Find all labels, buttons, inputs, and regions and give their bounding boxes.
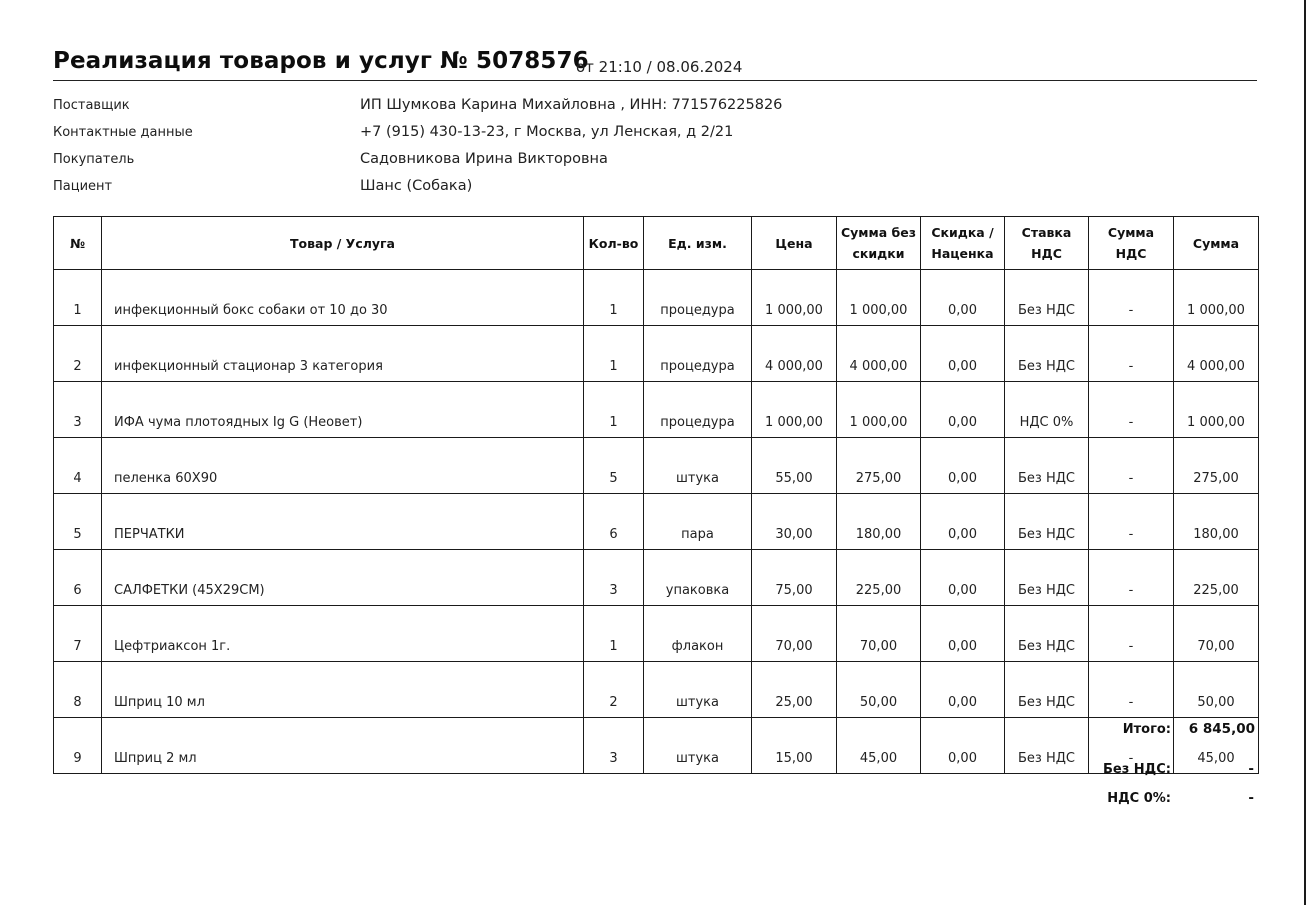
cell-sum-no-discount: 70,00 — [837, 606, 921, 662]
cell-total: 70,00 — [1174, 606, 1259, 662]
col-header-name: Товар / Услуга — [102, 217, 584, 270]
cell-price: 1 000,00 — [752, 270, 837, 326]
cell-unit: флакон — [644, 606, 752, 662]
header-line: Скидка / — [931, 225, 994, 240]
info-block — [53, 96, 1257, 204]
cell-total: 45,00 — [1174, 718, 1259, 774]
info-label: Контактные данные — [53, 125, 193, 140]
no-vat-label: Без НДС: — [1102, 762, 1171, 777]
cell-price: 30,00 — [752, 494, 837, 550]
cell-num: 4 — [54, 438, 102, 494]
cell-sum-no-discount: 1 000,00 — [837, 270, 921, 326]
table-row — [54, 326, 1259, 382]
cell-price: 15,00 — [752, 718, 837, 774]
cell-num: 1 — [54, 270, 102, 326]
cell-vat-sum: - — [1089, 606, 1174, 662]
cell-discount: 0,00 — [921, 494, 1005, 550]
cell-unit: процедура — [644, 382, 752, 438]
cell-unit: штука — [644, 662, 752, 718]
items-table — [53, 216, 1259, 774]
cell-total: 50,00 — [1174, 662, 1259, 718]
table-header-row — [54, 217, 1259, 270]
info-row-supplier — [53, 96, 1257, 123]
cell-num: 8 — [54, 662, 102, 718]
info-label: Покупатель — [53, 152, 135, 167]
col-header-num: № — [54, 217, 102, 270]
cell-discount: 0,00 — [921, 326, 1005, 382]
cell-sum-no-discount: 180,00 — [837, 494, 921, 550]
cell-vat-sum: - — [1089, 550, 1174, 606]
cell-name: САЛФЕТКИ (45X29СМ) — [102, 550, 584, 606]
cell-discount: 0,00 — [921, 718, 1005, 774]
cell-num: 5 — [54, 494, 102, 550]
cell-num: 7 — [54, 606, 102, 662]
header-line: Сумма без — [840, 225, 916, 240]
cell-unit: штука — [644, 718, 752, 774]
cell-qty: 6 — [584, 494, 644, 550]
cell-price: 55,00 — [752, 438, 837, 494]
col-header-vat-rate — [1005, 217, 1089, 270]
cell-qty: 5 — [584, 438, 644, 494]
info-value: Садовникова Ирина Викторовна — [360, 151, 608, 167]
col-header-sum-no-discount — [837, 217, 921, 270]
cell-vat-sum: - — [1089, 326, 1174, 382]
no-vat-value: - — [1248, 761, 1254, 777]
table-row — [54, 270, 1259, 326]
vat0-value: - — [1248, 790, 1254, 806]
cell-vat-sum: - — [1089, 382, 1174, 438]
cell-num: 2 — [54, 326, 102, 382]
cell-price: 70,00 — [752, 606, 837, 662]
cell-num: 3 — [54, 382, 102, 438]
cell-unit: упаковка — [644, 550, 752, 606]
cell-discount: 0,00 — [921, 270, 1005, 326]
cell-vat-rate: Без НДС — [1005, 438, 1089, 494]
cell-name: Шприц 10 мл — [102, 662, 584, 718]
cell-sum-no-discount: 225,00 — [837, 550, 921, 606]
cell-name: пеленка 60X90 — [102, 438, 584, 494]
col-header-discount — [921, 217, 1005, 270]
header-line: НДС — [1031, 246, 1062, 261]
cell-qty: 1 — [584, 606, 644, 662]
cell-sum-no-discount: 275,00 — [837, 438, 921, 494]
info-value: ИП Шумкова Карина Михайловна , ИНН: 771576225826 — [360, 97, 783, 113]
cell-num: 6 — [54, 550, 102, 606]
total-label: Итого: — [1122, 722, 1171, 737]
table-row — [54, 662, 1259, 718]
totals-block — [53, 720, 1257, 818]
table-row — [54, 494, 1259, 550]
info-row-buyer — [53, 150, 1257, 177]
totals-spacer — [53, 749, 1257, 760]
cell-vat-sum: - — [1089, 438, 1174, 494]
vat0-label: НДС 0%: — [1107, 791, 1171, 806]
total-value: 6 845,00 — [1188, 721, 1255, 737]
cell-vat-rate: НДС 0% — [1005, 382, 1089, 438]
cell-unit: штука — [644, 438, 752, 494]
info-row-patient — [53, 177, 1257, 204]
cell-price: 4 000,00 — [752, 326, 837, 382]
cell-total: 225,00 — [1174, 550, 1259, 606]
col-header-unit: Ед. изм. — [644, 217, 752, 270]
vat0-row — [53, 789, 1257, 818]
cell-vat-sum: - — [1089, 270, 1174, 326]
document-date: от 21:10 / 08.06.2024 — [576, 58, 743, 76]
cell-qty: 1 — [584, 270, 644, 326]
cell-qty: 2 — [584, 662, 644, 718]
cell-name: ПЕРЧАТКИ — [102, 494, 584, 550]
table-row — [54, 550, 1259, 606]
cell-vat-rate: Без НДС — [1005, 550, 1089, 606]
col-header-vat-sum — [1089, 217, 1174, 270]
cell-discount: 0,00 — [921, 550, 1005, 606]
cell-vat-rate: Без НДС — [1005, 606, 1089, 662]
cell-unit: пара — [644, 494, 752, 550]
header-line: скидки — [852, 246, 905, 261]
cell-name: инфекционный бокс собаки от 10 до 30 — [102, 270, 584, 326]
cell-vat-sum: - — [1089, 718, 1174, 774]
cell-total: 275,00 — [1174, 438, 1259, 494]
cell-discount: 0,00 — [921, 606, 1005, 662]
cell-sum-no-discount: 1 000,00 — [837, 382, 921, 438]
col-header-total: Сумма — [1174, 217, 1259, 270]
cell-total: 1 000,00 — [1174, 270, 1259, 326]
cell-vat-rate: Без НДС — [1005, 494, 1089, 550]
page-edge — [1304, 0, 1306, 905]
cell-discount: 0,00 — [921, 438, 1005, 494]
header-line: Наценка — [931, 246, 994, 261]
col-header-qty: Кол-во — [584, 217, 644, 270]
no-vat-row — [53, 760, 1257, 789]
info-label: Поставщик — [53, 98, 130, 113]
cell-sum-no-discount: 45,00 — [837, 718, 921, 774]
cell-price: 25,00 — [752, 662, 837, 718]
cell-price: 1 000,00 — [752, 382, 837, 438]
document-title: Реализация товаров и услуг № 5078576 — [53, 48, 589, 74]
total-row — [53, 720, 1257, 749]
cell-qty: 3 — [584, 718, 644, 774]
header-line: НДС — [1115, 246, 1147, 261]
cell-discount: 0,00 — [921, 662, 1005, 718]
table-row — [54, 438, 1259, 494]
col-header-price: Цена — [752, 217, 837, 270]
cell-name: Шприц 2 мл — [102, 718, 584, 774]
table-row — [54, 606, 1259, 662]
cell-qty: 1 — [584, 382, 644, 438]
info-value: Шанс (Собака) — [360, 178, 473, 194]
cell-unit: процедура — [644, 270, 752, 326]
cell-price: 75,00 — [752, 550, 837, 606]
header-line: Ставка — [1021, 225, 1072, 240]
header-line: Сумма — [1107, 225, 1155, 240]
cell-discount: 0,00 — [921, 382, 1005, 438]
info-label: Пациент — [53, 179, 113, 194]
cell-vat-rate: Без НДС — [1005, 270, 1089, 326]
cell-vat-rate: Без НДС — [1005, 718, 1089, 774]
info-value: +7 (915) 430-13-23, г Москва, ул Ленская, д 2/21 — [360, 124, 734, 140]
table-row — [54, 382, 1259, 438]
cell-total: 1 000,00 — [1174, 382, 1259, 438]
document-header — [53, 46, 1257, 81]
cell-name: ИФА чума плотоядных Ig G (Неовет) — [102, 382, 584, 438]
cell-total: 4 000,00 — [1174, 326, 1259, 382]
cell-name: Цефтриаксон 1г. — [102, 606, 584, 662]
cell-sum-no-discount: 50,00 — [837, 662, 921, 718]
cell-name: инфекционный стационар 3 категория — [102, 326, 584, 382]
cell-num: 9 — [54, 718, 102, 774]
cell-unit: процедура — [644, 326, 752, 382]
cell-sum-no-discount: 4 000,00 — [837, 326, 921, 382]
cell-vat-rate: Без НДС — [1005, 662, 1089, 718]
cell-vat-sum: - — [1089, 662, 1174, 718]
cell-vat-sum: - — [1089, 494, 1174, 550]
cell-vat-rate: Без НДС — [1005, 326, 1089, 382]
cell-total: 180,00 — [1174, 494, 1259, 550]
cell-qty: 3 — [584, 550, 644, 606]
cell-qty: 1 — [584, 326, 644, 382]
info-row-contacts — [53, 123, 1257, 150]
